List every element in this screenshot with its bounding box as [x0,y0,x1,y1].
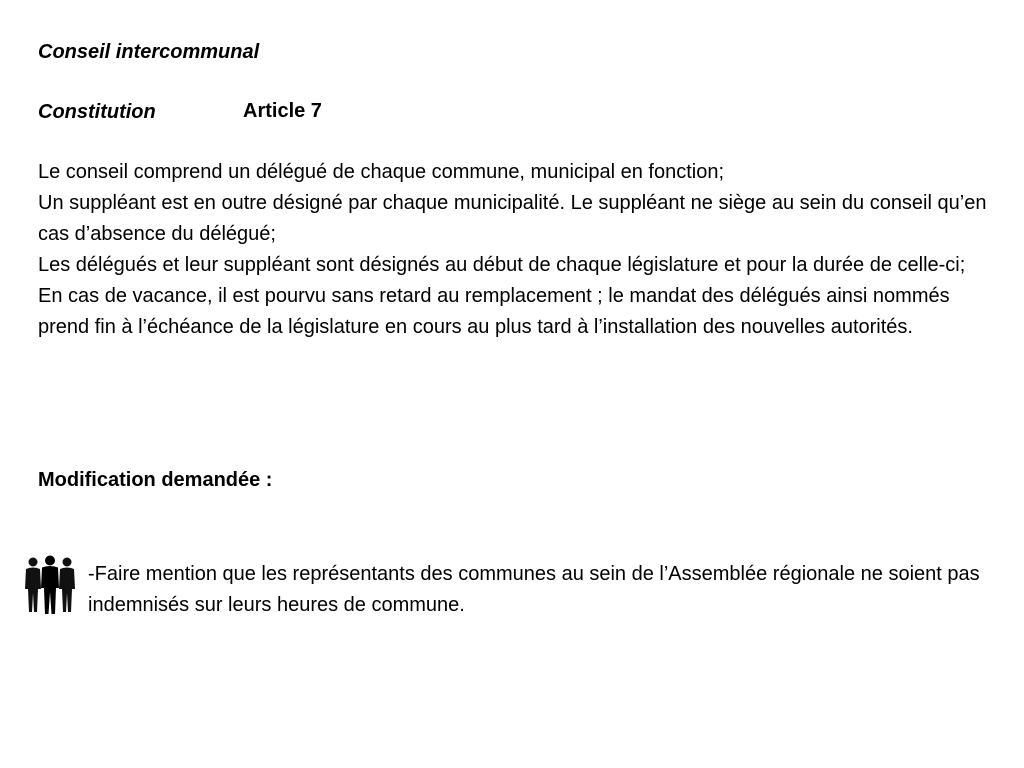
body-paragraph: Un suppléant est en outre désigné par chaque municipalité. Le suppléant ne siège au sein du conseil qu’en cas d’absence du délégué; [38,192,987,245]
article-body [38,157,988,343]
section-title: Conseil intercommunal [38,41,260,63]
body-paragraph: Le conseil comprend un délégué de chaque commune, municipal en fonction; [38,161,724,183]
constitution-label: Constitution [38,101,156,123]
people-group-icon-svg [22,555,78,615]
modification-heading: Modification demandée : [38,469,273,491]
people-group-icon [22,555,78,615]
body-paragraph: Les délégués et leur suppléant sont désignés au début de chaque législature et pour la durée de celle-ci; [38,254,966,276]
article-label: Article 7 [243,100,322,122]
body-paragraph: En cas de vacance, il est pourvu sans retard au remplacement ; le mandat des délégués ainsi nommés prend fin à l’échéance de la législature en cours au plus tard à l’installation des nouvelles autorités. [38,285,950,338]
modification-text: -Faire mention que les représentants des communes au sein de l’Assemblée régionale ne soient pas indemnisés sur leurs heures de commune. [88,563,980,616]
